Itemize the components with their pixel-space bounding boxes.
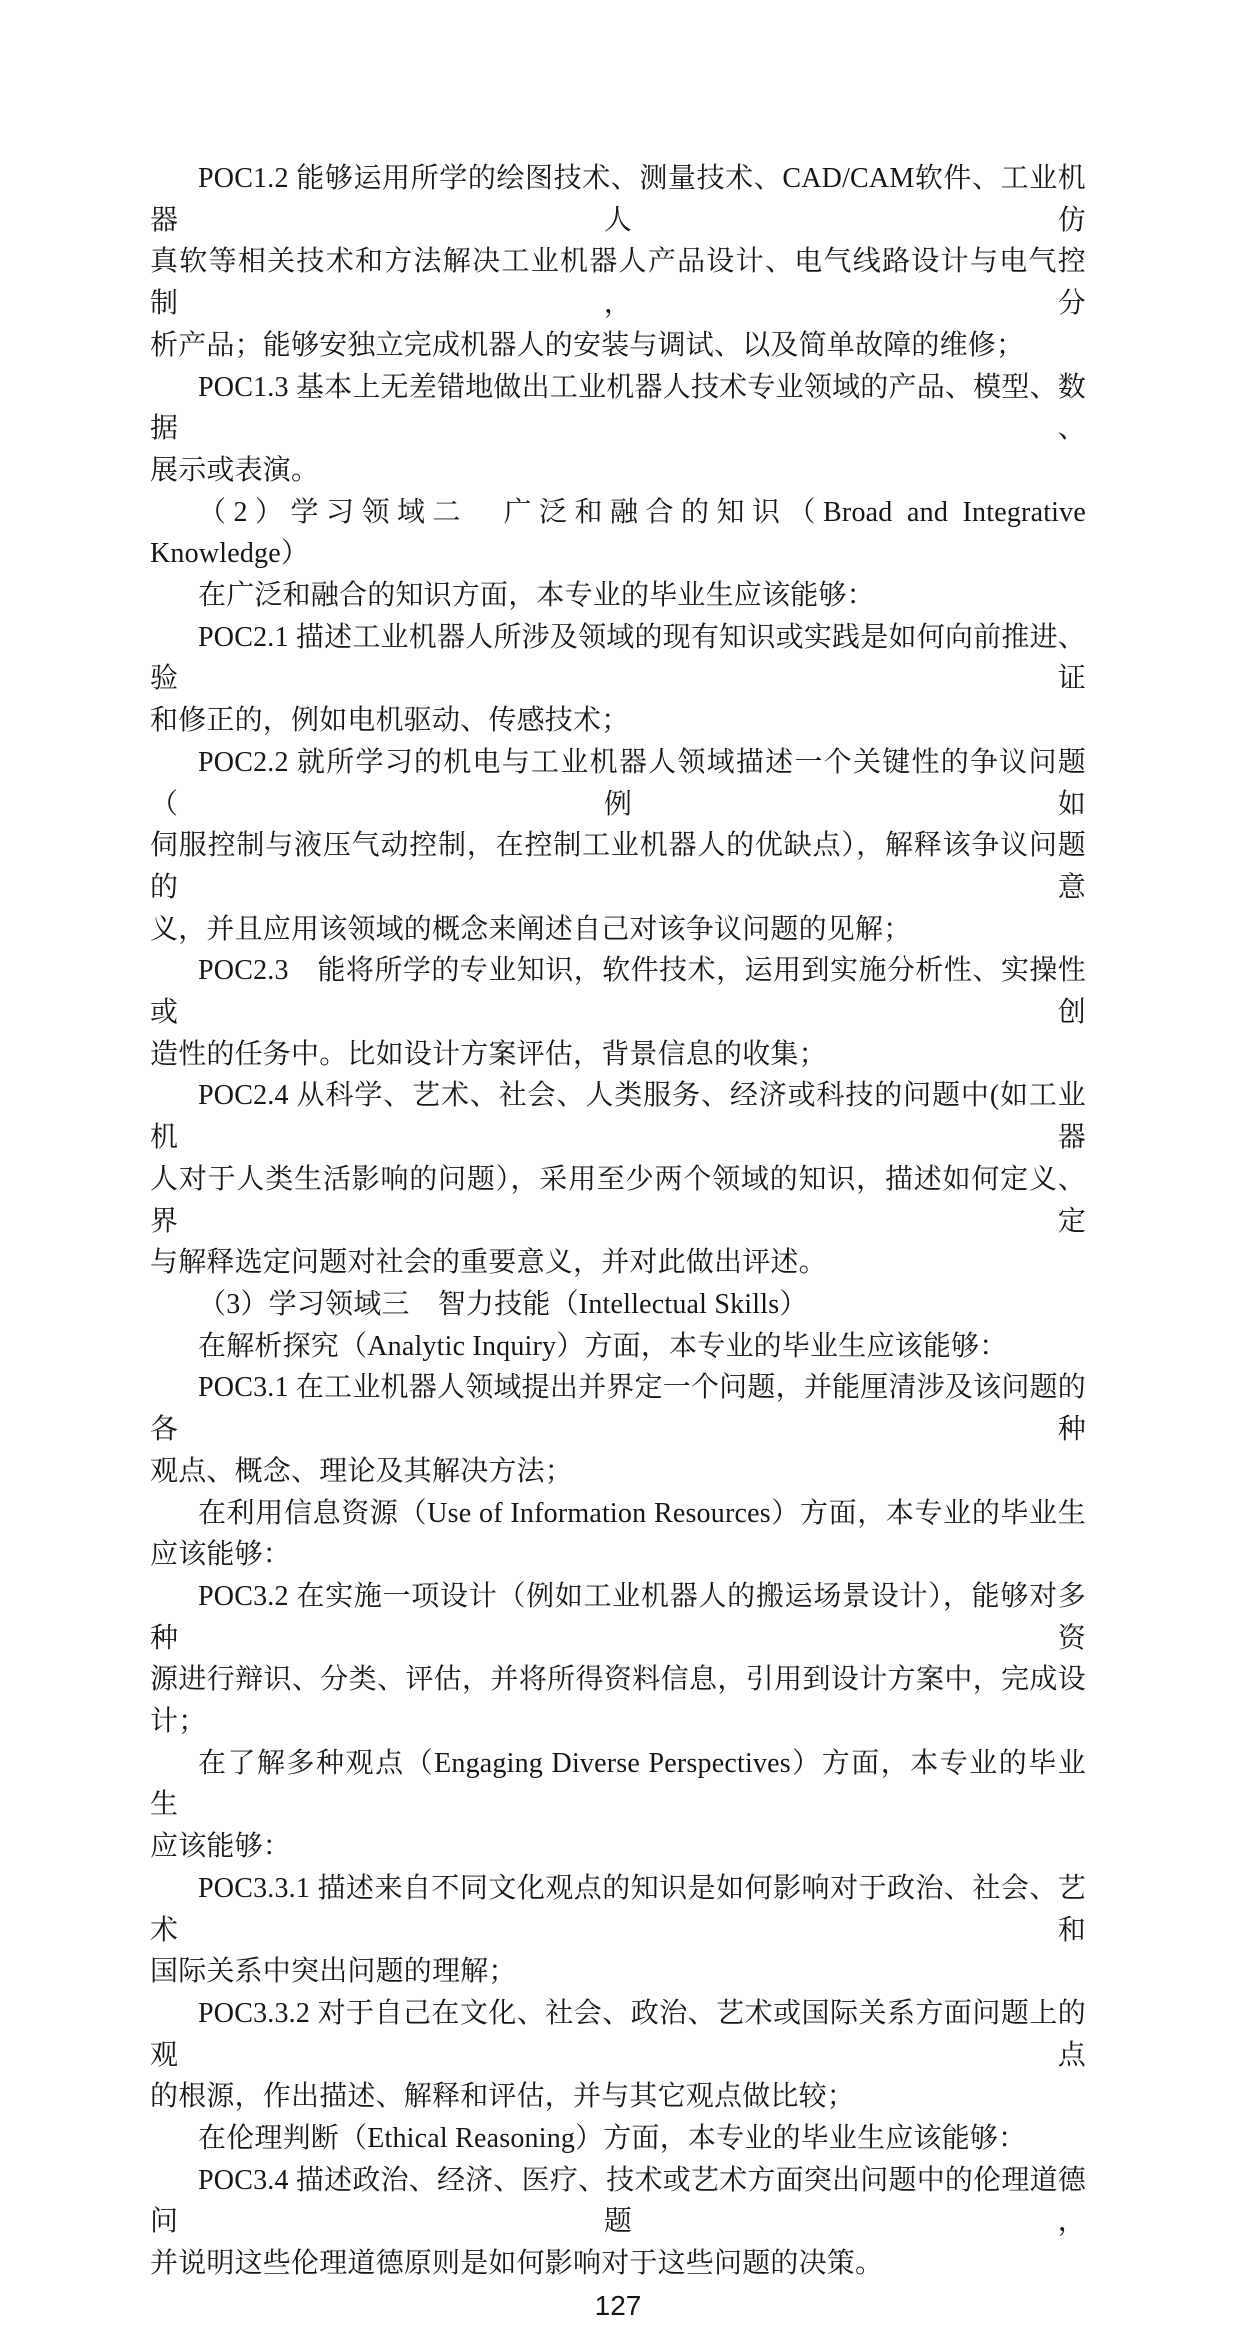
paragraph-poc2-2 bbox=[150, 742, 1086, 951]
text-line: 观点、概念、理论及其解决方法； bbox=[150, 1455, 574, 1487]
paragraph-intro-use-of-information-resources bbox=[150, 1493, 1086, 1576]
text-line: 义，并且应用该领域的概念来阐述自己对该争议问题的见解； bbox=[150, 913, 912, 945]
text-line: 在广泛和融合的知识方面，本专业的毕业生应该能够： bbox=[198, 580, 875, 612]
text-line: 的根源，作出描述、解释和评估，并与其它观点做比较； bbox=[150, 2081, 856, 2113]
text-line: 国际关系中突出问题的理解； bbox=[150, 1956, 517, 1988]
text-line: （2）学习领域二 广泛和融合的知识（Broad and Integrative Knowledge） bbox=[150, 496, 1086, 570]
text-line: 真软等相关技术和方法解决工业机器人产品设计、电气线路设计与电气控制，分 bbox=[150, 246, 1086, 320]
text-line: 在利用信息资源（Use of Information Resources）方面，本专业的毕业生 bbox=[198, 1497, 1086, 1529]
paragraph-poc1-2 bbox=[150, 158, 1086, 367]
text-line: 应该能够： bbox=[150, 1831, 292, 1863]
text-line: POC3.3.2 对于自己在文化、社会、政治、艺术或国际关系方面问题上的观点 bbox=[150, 1997, 1086, 2071]
text-line: 并说明这些伦理道德原则是如何影响对于这些问题的决策。 bbox=[150, 2248, 884, 2280]
text-line: POC3.4 描述政治、经济、医疗、技术或艺术方面突出问题中的伦理道德问题， bbox=[150, 2164, 1086, 2238]
paragraph-poc3-3-2 bbox=[150, 1993, 1086, 2118]
text-line: （3）学习领域三 智力技能（Intellectual Skills） bbox=[198, 1288, 808, 1320]
paragraph-poc1-3 bbox=[150, 367, 1086, 492]
text-line: 伺服控制与液压气动控制，在控制工业机器人的优缺点），解释该争议问题的意 bbox=[150, 830, 1086, 903]
text-line: POC1.3 基本上无差错地做出工业机器人技术专业领域的产品、模型、数据、 bbox=[150, 371, 1086, 445]
text-line: POC2.3 能将所学的专业知识，软件技术，运用到实施分析性、实操性或创 bbox=[150, 955, 1086, 1029]
text-line: 在了解多种观点（Engaging Diverse Perspectives）方面，本专业的毕业生 bbox=[150, 1747, 1086, 1821]
text-line: 造性的任务中。比如设计方案评估，背景信息的收集； bbox=[150, 1038, 827, 1070]
paragraph-poc2-3 bbox=[150, 950, 1086, 1075]
paragraph-poc3-2 bbox=[150, 1576, 1086, 1743]
text-line: POC2.1 描述工业机器人所涉及领域的现有知识或实践是如何向前推进、验证 bbox=[150, 621, 1086, 695]
paragraph-intro-analytic-inquiry bbox=[150, 1326, 1086, 1368]
paragraph-heading-area2 bbox=[150, 492, 1086, 575]
text-line: 在解析探究（Analytic Inquiry）方面，本专业的毕业生应该能够： bbox=[198, 1330, 1008, 1362]
text-line: POC2.2 就所学习的机电与工业机器人领域描述一个关键性的争议问题（例如 bbox=[150, 746, 1086, 820]
text-line: POC1.2 能够运用所学的绘图技术、测量技术、CAD/CAM软件、工业机器人仿 bbox=[150, 163, 1086, 236]
text-line: POC2.4 从科学、艺术、社会、人类服务、经济或科技的问题中(如工业机器 bbox=[150, 1080, 1086, 1154]
text-line: 在伦理判断（Ethical Reasoning）方面，本专业的毕业生应该能够： bbox=[198, 2123, 1027, 2155]
document-body bbox=[150, 158, 1086, 2327]
paragraph-poc3-4 bbox=[150, 2160, 1086, 2285]
paragraph-intro-engaging-diverse-perspectives bbox=[150, 1743, 1086, 1868]
text-line: 应该能够： bbox=[150, 1539, 292, 1571]
text-line: POC3.3.1 描述来自不同文化观点的知识是如何影响对于政治、社会、艺术和 bbox=[150, 1872, 1086, 1946]
paragraph-poc3-3-1 bbox=[150, 1868, 1086, 1993]
text-line: 源进行辩识、分类、评估，并将所得资料信息，引用到设计方案中，完成设计； bbox=[150, 1664, 1086, 1738]
text-line: 人对于人类生活影响的问题），采用至少两个领域的知识，描述如何定义、界定 bbox=[150, 1163, 1086, 1237]
paragraph-poc2-1 bbox=[150, 617, 1086, 742]
paragraph-poc3-1 bbox=[150, 1367, 1086, 1492]
text-line: 析产品；能够安独立完成机器人的安装与调试、以及简单故障的维修； bbox=[150, 329, 1025, 361]
text-line: 展示或表演。 bbox=[150, 454, 320, 486]
text-line: POC3.2 在实施一项设计（例如工业机器人的搬运场景设计），能够对多种资 bbox=[150, 1580, 1086, 1654]
text-line: 与解释选定问题对社会的重要意义，并对此做出评述。 bbox=[150, 1247, 827, 1279]
paragraph-poc2-4 bbox=[150, 1075, 1086, 1284]
page-number: 127 bbox=[594, 2289, 642, 2321]
text-line: 和修正的，例如电机驱动、传感技术； bbox=[150, 705, 630, 737]
text-line: POC3.1 在工业机器人领域提出并界定一个问题，并能厘清涉及该问题的各种 bbox=[150, 1372, 1086, 1446]
paragraph-intro-ethical-reasoning bbox=[150, 2118, 1086, 2160]
paragraph-heading-area3 bbox=[150, 1284, 1086, 1326]
paragraph-intro-area2 bbox=[150, 575, 1086, 617]
